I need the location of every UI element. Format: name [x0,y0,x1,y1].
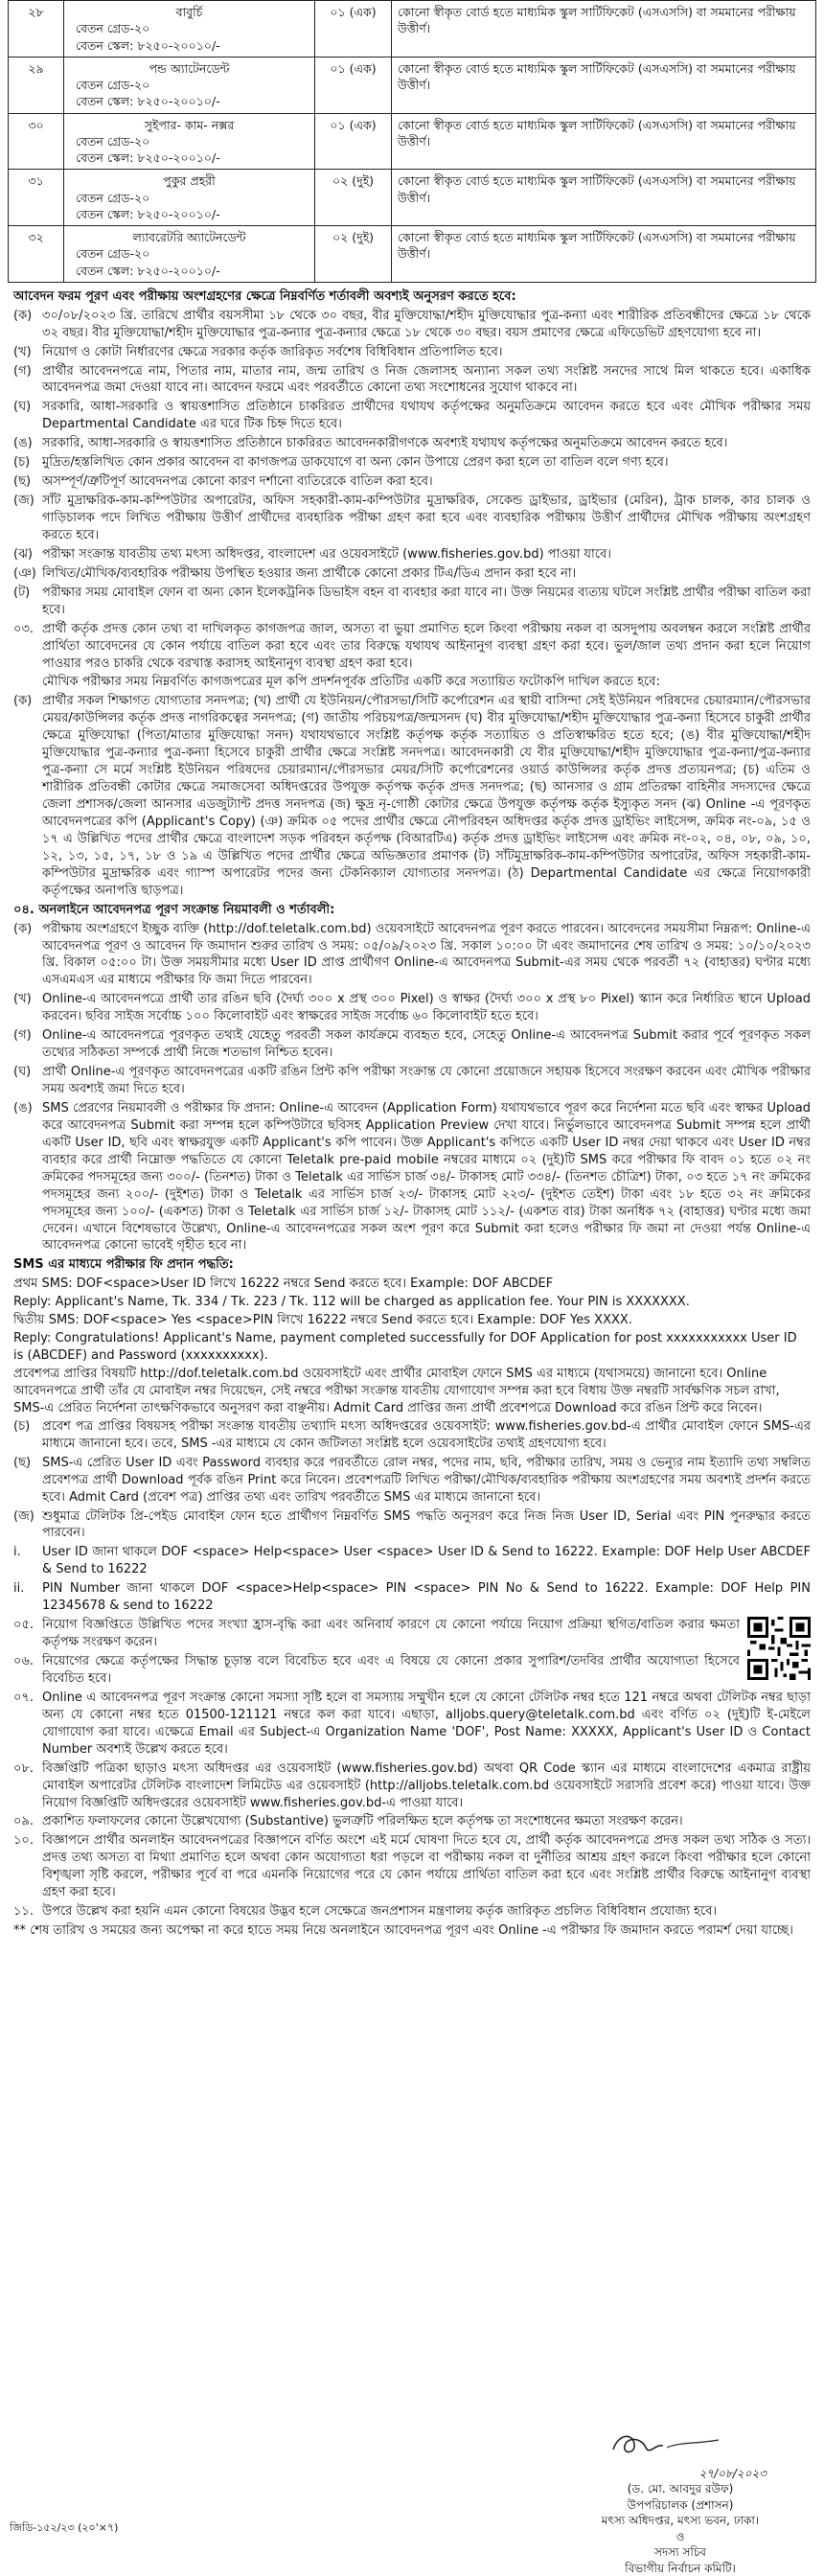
item-marker: ১০. [13,1833,34,1849]
list-item [13,1100,811,1254]
list-item [13,493,811,544]
post-pay-info: বেতন গ্রেড-২০ [76,133,150,149]
signature-mark [575,2425,786,2461]
item-marker: ১১. [13,1904,34,1920]
list-item [13,621,811,673]
sms-lines [13,1276,811,1417]
post-cell [64,170,315,226]
item-text: সরকারি, আধা-সরকারি ও স্বায়ত্তশাসিত প্রতিষ্ঠানে চাকরিরত প্রার্থীদের যথাযথ কর্তৃপক্ষের অনুমতিক্রমে আবেদন করতে হবে এবং মৌখিক পরীক্ষার সময় Departmental Candidate এর ঘরে টিক চিহ্ন দিতে হবে। [42,400,811,432]
list-item [13,1580,811,1615]
item-marker [13,674,42,691]
item-text: পরীক্ষায় অংশগ্রহণে ইচ্ছুক ব্যক্তি (http://dof.teletalk.com.bd) ওয়েবসাইটে আবেদনপত্র পূরণ করতে পারবেন। আবেদনের সময়সীমা নিম্নরূপ: Online-এ আবেদনপত্র পূরণ ও আবেদন ফি জমাদান শুরুর তারিখ ও সময়: ০৫/০৯/২০২৩ খ্রি. সকাল ১০:০০ টা এবং জমাদানের শেষ তারিখ ও সময়: ১০/১০/২০২৩ খ্রি. বিকাল ০৫:০০ টা। উক্ত সময়সীমার মধ্যে User ID প্রাপ্ত প্রার্থীগণ Online-এ আবেদনপত্র Submit-এর সময় থেকে পরবর্তী ৭২ (বাহাত্তর) ঘণ্টার মধ্যে এসএমএস এর মাধ্যমে পরীক্ষার ফি জমা দিতে পারবেন। [42,921,811,988]
item-marker: (খ) [13,344,32,359]
item-text: Online এ আবেদনপত্র পূরণ সংক্রান্ত কোনো সমস্যা সৃষ্টি হলে বা সমস্যায় সম্মুখীন হলে যে কোনো টেলিটক নম্বর হতে 121 নম্বরে অথবা টেলিটক নম্বর ছাড়া অন্য যে কোনো নম্বর হতে 01500-121121 নম্বরে কল করা যাবে। এছাড়া, alljobs.query@teletalk.com.bd এবং বর্ণিত ০২ (দুই)টি ই-মেইলে যোগাযোগ করা যাবে। এক্ষেত্রে Email এর Subject-এ Organization Name 'DOF', Post Name: XXXXX, Applicant's User ID ও Contact Number অবশ্যই উল্লেখ করতে হবে। [42,1690,811,1757]
post-qualification: কোনো স্বীকৃত বোর্ড হতে মাধ্যমিক স্কুল সার্টিফিকেট (এসএসসি) বা সমমানের পরীক্ষায় উত্তীর্ণ। [392,226,816,283]
sms-line: প্রবেশপত্র প্রাপ্তির বিষয়টি http://dof.teletalk.com.bd ওয়েবসাইটে এবং প্রার্থীর মোবাইল ফোনে SMS এর মাধ্যমে (যথাসময়ে) জানানো হবে। Online আবেদনপত্রে প্রার্থী তাঁর যে মোবাইল নম্বর দিয়েছেন, সেই নম্বরে পরীক্ষা সংক্রান্ত যাবতীয় যোগাযোগ সম্পন্ন করা হবে বিধায় উক্ত নম্বরটি সার্বক্ষণিক সচল রাখা, SMS-এ প্রেরিত নির্দেশনা তাৎক্ষণিকভাবে অনুসরণ করা বাঞ্ছনীয়। Admit Card প্রাপ্তির জন্য প্রার্থী প্রবেশপত্রে Download করে রঙিন প্রিন্ট করে নিবেন। [13,1367,780,1415]
post-serial: ৩২ [9,226,64,283]
item-text: PIN Number জানা থাকলে DOF <space>Help<space> PIN <space> PIN No & Send to 16222. Example: DOF Help PIN 12345678 & send to 16222 [42,1581,811,1614]
post-name: সুইপার- কাম- নক্সর [144,117,235,132]
item-text: প্রার্থী Online-এ পূরণকৃত আবেদনপত্রের একটি রঙিন প্রিন্ট কপি পরীক্ষা সংক্রান্ত যে কোনো প্রয়োজনে সহায়ক হিসেবে সংরক্ষণ করবেন এবং মৌখিক পরীক্ষার সময় অবশ্যই জমা দিতে হবে। [42,1065,811,1096]
list-item [13,693,811,899]
post-name: পুকুর প্রহরী [163,173,216,189]
final-section [13,1617,811,1922]
item-text: উপরে উল্লেখ করা হয়নি এমন কোনো বিষয়ের উদ্ভব হলে সেক্ষেত্রে জনপ্রশাসন মন্ত্রণালয় কর্তৃক জারিকৃত প্রচলিত বিধিবিধান প্রযোজ্য হবে। [42,1904,717,1920]
item-marker: (খ) [13,992,32,1007]
post-cell [64,113,315,170]
item-text: পরীক্ষার সময় মোবাইল ফোন বা অন্য কোন ইলেকট্রনিক ডিভাইস বহন বা ব্যবহার করা যাবে না। উক্ত নিয়মের ব্যত্যয় ঘটলে সংশ্লিষ্ট প্রার্থীর পরীক্ষা বাতিল করা হবে। [42,585,811,617]
item-text: নিয়োগের ক্ষেত্রে কর্তৃপক্ষের সিদ্ধান্ত চূড়ান্ত বলে বিবেচিত হবে এবং এ বিষয়ে যে কোনো প্রকার সুপারিশ/তদবির প্রার্থীর অযোগ্যতা হিসেবে বিবেচিত হবে। [42,1654,740,1686]
conditions-list [13,308,811,900]
final-list [13,1617,811,1920]
list-item [13,435,811,452]
post-name: ল্যাবরেটরি অ্যাটেনডেন্ট [132,230,246,244]
item-marker: ০৩. [13,621,34,636]
post-qualification: কোনো স্বীকৃত বোর্ড হতে মাধ্যমিক স্কুল সার্টিফিকেট (এসএসসি) বা সমমানের পরীক্ষায় উত্তীর্ণ। [392,113,816,170]
post-pay-info: বেতন গ্রেড-২০ [76,246,150,262]
deadline-note: ** শেষ তারিখ ও সময়ের জন্য অপেক্ষা না করে হাতে সময় নিয়ে অনলাইনে আবেদনপত্র পূরণ এবং Online -এ পরীক্ষার ফি জমাদান করতে পরামর্শ দেয়া যাচ্ছে। [13,1923,793,1939]
post-cell [64,226,315,283]
post-qualification: কোনো স্বীকৃত বোর্ড হতে মাধ্যমিক স্কুল সার্টিফিকেট (এসএসসি) বা সমমানের পরীক্ষায় উত্তীর্ণ। [392,57,816,113]
table-row [9,113,816,170]
item-marker: (গ) [13,363,32,379]
list-item [13,1418,811,1453]
item-marker: (ক) [13,921,33,936]
item-marker: ০৭. [13,1690,34,1705]
item-marker: (ঘ) [13,1065,32,1080]
list-item [13,1544,811,1578]
item-marker: ০৬. [13,1654,34,1668]
signatory-title: উপপরিচালক (প্রশাসন) [627,2497,734,2512]
list-item [13,473,811,491]
item-text: User ID জানা থাকলে DOF <space> Help<space> User <space> User ID & Send to 16222. Example: DOF Help User ABCDEF & Send to 16222 [42,1545,811,1577]
list-item [13,1903,811,1920]
post-qualification: কোনো স্বীকৃত বোর্ড হতে মাধ্যমিক স্কুল সার্টিফিকেট (এসএসসি) বা সমমানের পরীক্ষায় উত্তীর্ণ। [392,170,816,226]
list-item [13,1455,811,1506]
list-item [13,454,811,472]
list-item [13,1832,811,1901]
qr-code-icon [747,1617,811,1680]
item-text: Online-এ আবেদনপত্রে পূরণকৃত তথ্যই যেহেতু পরবর্তী সকল কার্যক্রমে ব্যবহৃত হবে, সেহেতু Online-এ আবেদনপত্র Submit করার পূর্বে পূরণকৃত সকল তথ্যের সঠিকতা সম্পর্কে প্রার্থী নিজে শতভাগ নিশ্চিত হবেন। [42,1028,811,1061]
item-marker: ০৮. [13,1760,34,1776]
item-text: SMS প্রেরণের নিয়মাবলী ও পরীক্ষার ফি প্রদান: Online-এ আবেদন (Application Form) যথাযথভাবে পূরণ করে নির্দেশনা মতে ছবি এবং স্বাক্ষর Upload করে আবেদনপত্র Submit করা সম্পন্ন হলে কম্পিউটারে ছবিসহ Application Preview দেখা যাবে। নির্ভুলভাবে আবেদনপত্র Submit সম্পন্ন হলে প্রার্থী একটি User ID, ছবি এবং স্বাক্ষরযুক্ত একটি Applicant's কপি পাবেন। উক্ত Applicant's কপিতে একটি User ID নম্বর দেয়া থাকবে এবং User ID নম্বর ব্যবহার করে প্রার্থী নিম্নোক্ত পদ্ধতিতে যে কোনো Teletalk pre-paid mobile নম্বরের মাধ্যমে ০২ (দুই)টি SMS করে পরীক্ষার ফি বাবদ ০১ হতে ০২ নং ক্রমিকের পদসমূহের জন্য ৩০০/- (তিনশত) টাকা ও Teletalk এর সার্ভিস চার্জ ৩৪/- টাকাসহ মোট ৩৩৪/- (তিনশত চৌত্রিশ) টাকা, ০৩ হতে ১৭ নং ক্রমিকের পদসমূহের জন্য ২০০/- (দুইশত) টাকা ও Teletalk এর সার্ভিস চার্জ ২৩/- টাকাসহ মোট ২২৩/- (দুইশত তেইশ) টাকা এবং ১৮ হতে ৩২ নং ক্রমিকের পদসমূহের জন্য ১০০/- (একশত) টাকা ও Teletalk এর সার্ভিস চার্জ ১২/- টাকাসহ মোট ১১২/- (একশত বার) টাকা অনধিক ৭২ (বাহাত্তর) ঘণ্টার মধ্যে জমা দেবেন। এখানে বিশেষভাবে উল্লেখ্য, Online-এ আবেদনপত্রের সকল অংশ পূরণ করে Submit করা হলেও পরীক্ষার ফি জমা না দেওয়া পর্যন্ত Online-এ আবেদনপত্র কোনো ভাবেই গৃহীত হবে না। [42,1100,811,1254]
list-item [13,363,811,398]
post-pay-info: বেতন গ্রেড-২০ [76,190,150,205]
item-text: বিজ্ঞপ্তিটি পত্রিকা ছাড়াও মৎস্য অধিদপ্তর এর ওয়েবসাইট (www.fisheries.gov.bd) অথবা QR Code স্ক্যান এর মাধ্যমে বাংলাদেশের একমাত্র রাষ্ট্রীয় মোবাইল অপারেটর টেলিটক বাংলাদেশ লিমিটেড এর ওয়েবসাইট (http://alljobs.teletalk.com.bd ওয়েবসাইটে সরাসরি প্রবেশ করে) পাওয়া যাবে। উক্ত নিয়োগ বিজ্ঞপ্তিটি অধিদপ্তরের ওয়েবসাইট www.fisheries.gov.bd-এ পাওয়া যাবে। [42,1760,811,1810]
signatory-office: মৎস্য অধিদপ্তর, মৎস্য ভবন, ঢাকা। [601,2514,760,2528]
after-sms-list [13,1418,811,1543]
item-marker: (ছ) [13,474,32,490]
signature-date: ২৭/০৮/২০২৩ [698,2466,767,2480]
item-text: SMS-এ প্রেরিত User ID এবং Password ব্যবহার করে পরবর্তীতে রোল নম্বর, পদের নাম, ছবি, পরীক্ষার তারিখ, সময় ও ভেন্যুর নাম ইত্যাদি তথ্য সম্বলিত প্রবেশপত্র প্রার্থী Download পূর্বক রঙিন Print করে নিবেন। প্রবেশপত্রটি লিখিত পরীক্ষা/মৌখিক/ব্যবহারিক পরীক্ষায় অংশগ্রহণের সময় অবশ্যই প্রদর্শন করতে হবে। Admit Card (প্রবেশ পত্র) প্রাপ্তির তথ্য এবং তারিখ পরবর্তীতে SMS এর মাধ্যমে জানানো হবে। [42,1455,811,1505]
signatory-role-2: বিভাগীয় নির্বাচন কমিটি। [625,2561,736,2575]
post-pay-info: বেতন স্কেল: ৮২৫০-২০০১০/- [76,37,220,53]
item-marker: (ঝ) [13,546,33,562]
post-pay-info: বেতন স্কেল: ৮২৫০-২০০১০/- [76,263,220,278]
list-item [13,1813,811,1830]
list-item [13,1690,811,1759]
post-serial: ২৮ [9,1,64,58]
sms-line: প্রথম SMS: DOF<space>User ID লিখে 16222 নম্বরে Send করতে হবে। Example: DOF ABCDEF [13,1276,554,1292]
item-text: মুদ্রিত/হস্তলিখিত কোন প্রকার আবেদন বা কাগজপত্র ডাকযোগে বা অন্য কোন উপায়ে প্রেরণ করা হলে তা বাতিল বলে গণ্য হবে। [42,455,669,471]
list-item [13,1653,740,1688]
table-row [9,170,816,226]
list-item [13,991,811,1025]
post-pay-info: বেতন গ্রেড-২০ [76,21,150,36]
list-item [13,1617,740,1651]
post-pay-info: বেতন স্কেল: ৮২৫০-২০০১০/- [76,150,220,165]
post-count: ০২ (দুই) [315,226,392,283]
signature-block [575,2425,786,2576]
list-item [13,1508,811,1543]
list-item [13,1760,811,1812]
posts-table [8,0,816,283]
item-text: সরকারি, আধা-সরকারি ও স্বায়ত্তশাসিত প্রতিষ্ঠানে চাকরিরত আবেদনকারীগণকে অবশ্যই যথাযথ কর্তৃপক্ষের অনুমতিক্রমে আবেদন করতে হবে। [42,436,728,451]
list-item [13,546,811,564]
item-marker: (ঘ) [13,400,32,415]
item-marker: (ক) [13,308,33,323]
list-item [13,1064,811,1098]
post-cell [64,57,315,113]
item-marker: (ট) [13,585,31,600]
table-row [9,57,816,113]
sms-line: Reply: Congratulations! Applicant's Name, payment completed successfully for DOF Application for post xxxxxxxxxxx User ID is (ABCDEF) and Password (xxxxxxxxxx). [13,1331,797,1364]
item-marker: (ছ) [13,1455,32,1470]
post-pay-info: বেতন স্কেল: ৮২৫০-২০০১০/- [76,94,220,109]
item-text: শুধুমাত্র টেলিটক প্রি-পেইড মোবাইল ফোন হতে প্রার্থীগণ নিম্নবর্ণিত SMS পদ্ধতি অনুসরণ করে নিজ নিজ User ID, Serial এবং PIN পুনরুদ্ধার করতে পারবেন। [42,1508,811,1541]
list-item [13,308,811,342]
signatory-name: (ড. মো. আবদুর রউফ) [627,2482,734,2496]
sms-line: দ্বিতীয় SMS: DOF<space> Yes <space>PIN লিখে 16222 নম্বরে Send করতে হবে। Example: DOF Yes XXXX. [13,1313,632,1328]
item-marker: (ঞ) [13,565,36,581]
item-marker: (ঙ) [13,1100,33,1116]
item-marker: ii. [13,1581,25,1597]
list-item [13,585,811,619]
item-marker: ০৯. [13,1814,34,1829]
post-name: পন্ড অ্যাটেনডেন্ট [149,60,230,76]
sms-title: SMS এর মাধ্যমে পরীক্ষার ফি প্রদান পদ্ধতি: [13,1257,234,1273]
post-pay-info: বেতন স্কেল: ৮২৫০-২০০১০/- [76,206,220,221]
sms-line: Reply: Applicant's Name, Tk. 334 / Tk. 223 / Tk. 112 will be charged as application fee. Your PIN is XXXXXXX. [13,1295,690,1310]
item-text: প্রার্থী কর্তৃক প্রদত্ত কোন তথ্য বা দাখিলকৃত কাগজপত্র জাল, অসত্য বা ভুয়া প্রমাণিত হলে কিংবা পরীক্ষায় নকল বা অসদুপায় অবলম্বন করলে সংশ্লিষ্ট প্রার্থীর প্রার্থিতা আবেদনের যে কোন পর্যায়ে বাতিল করা হবে এবং তার বিরুদ্ধে যথাযথ আইনানুগ ব্যবস্থা গ্রহণ করা হবে। ভুল/জাল তথ্য প্রদান করা হলে নিয়োগ পাওয়ার পরও চাকরি থেকে বরখাস্ত করাসহ আইনানুগ ব্যবস্থা গ্রহণ করা হবে। [42,621,811,671]
post-count: ০১ (এক) [315,57,392,113]
item-text: মৌখিক পরীক্ষার সময় নিম্নবর্ণিত কাগজপত্রের মূল কপি প্রদর্শনপূর্বক প্রতিটির একটি করে সত্যায়িত ফটোকপি দাখিল করতে হবে: [42,675,660,690]
item-text: সাঁট মুদ্রাক্ষরিক-কাম-কম্পিউটার অপারেটর, অফিস সহকারী-কাম-কম্পিউটার মুদ্রাক্ষরিক, সেকেন্ড ড্রাইভার, ড্রাইভার (মেরিন), ট্রাক চালক, কার চালক ও গাড়িচালক পদে লিখিত পরীক্ষায় উত্তীর্ণ প্রার্থীদের ব্যবহারিক পরীক্ষা গ্রহণ করা হবে এবং ব্যবহারিক পরীক্ষায় উত্তীর্ণ প্রার্থীদের মৌখিক পরীক্ষায় অংশগ্রহণ করতে হবে। [42,494,811,542]
table-row [9,1,816,58]
item-text: প্রার্থীর আবেদনপত্রে নাম, পিতার নাম, মাতার নাম, জন্ম তারিখ ও নিজ জেলাসহ অন্যান্য সকল তথ্য সংশ্লিষ্ট সনদের সাথে মিল থাকতে হবে। একাধিক আবেদনপত্র জমা দেওয়া যাবে না। আবেদন ফরমে এবং পরবর্তীতে কোনো তথ্য সংশোধনের সুযোগ থাকবে না। [42,363,811,396]
item-text: নিয়োগ ও কোটা নির্ধারণের ক্ষেত্রে সরকার কর্তৃক জারিকৃত সর্বশেষ বিধিবিধান প্রতিপালিত হবে। [42,344,503,359]
item-marker: (ঙ) [13,436,33,451]
list-item [13,399,811,433]
item-text: Online-এ আবেদনপত্রে প্রার্থী তার রঙিন ছবি (দৈর্ঘ্য ৩০০ x প্রস্থ ৩০০ Pixel) ও স্বাক্ষর (দৈর্ঘ্য ৩০০ x প্রস্থ ৮০ Pixel) স্ক্যান করে নির্ধারিত স্থানে Upload করবেন। ছবির সাইজ সর্বোচ্চ ১০০ কিলোবাইট এবং স্বাক্ষরের সাইজ সর্বোচ্চ ৬০ কিলোবাইট হতে হবে। [42,992,811,1024]
conditions-section [8,283,816,1940]
item-text: প্রার্থীর সকল শিক্ষাগত যোগ্যতার সনদপত্র; (খ) প্রার্থী যে ইউনিয়ন/পৌরসভা/সিটি কর্পোরেশন এর স্থায়ী বাসিন্দা সেই ইউনিয়ন পরিষদের চেয়ারম্যান/পৌরসভার মেয়র/কাউন্সিলর কর্তৃক প্রদত্ত নাগরিকত্বের সনদপত্র; (গ) জাতীয় পরিচয়পত্র/জন্মসনদ (ঘ) বীর মুক্তিযোদ্ধা/শহীদ মুক্তিযোদ্ধার পুত্র-কন্যা হিসেবে চাকুরী প্রার্থীর ক্ষেত্রে মুক্তিযোদ্ধা (পিতা/মাতার মুক্তিযোদ্ধা সনদ) যথাযথভাবে সংশ্লিষ্ট কর্তৃপক্ষ কর্তৃক সত্যায়িত ও প্রতিস্বাক্ষরিত হতে হবে; (ঙ) বীর মুক্তিযোদ্ধা/শহীদ মুক্তিযোদ্ধার পুত্র-কন্যার পুত্র-কন্যা হিসেবে চাকুরী প্রার্থীর ক্ষেত্রে সংশ্লিষ্ট সনদপত্র। আবেদনকারী যে বীর মুক্তিযোদ্ধা/শহীদ মুক্তিযোদ্ধার পুত্র-কন্যা/পুত্র-কন্যার পুত্র-কন্যা সে মর্মে সংশ্লিষ্ট ইউনিয়ন পরিষদের চেয়ারম্যান/পৌরসভার মেয়র/সিটি কর্পোরেশনের ওয়ার্ড কাউন্সিলর কর্তৃক প্রদত্ত প্রত্যয়নপত্র; (চ) এতিম ও শারীরিক প্রতিবন্ধী কোটার ক্ষেত্রে সমাজসেবা অধিদপ্তরের উপযুক্ত কর্তৃপক্ষ কর্তৃক প্রদত্ত সনদপত্র; (ছ) আনসার ও গ্রাম প্রতিরক্ষা বাহিনীর সদস্যদের ক্ষেত্রে জেলা প্রশাসক/জেলা আনসার এডজুট্যান্ট প্রদত্ত সনদপত্র (জ) ক্ষুদ্র নৃ-গোষ্ঠী কোটার ক্ষেত্রে উপযুক্ত কর্তৃপক্ষ কর্তৃক ইস্যুকৃত সনদ (ঝ) Online -এ পূরণকৃত আবেদনপত্রের কপি (Applicant's Copy) (ঞ) ক্রমিক ০৫ পদের প্রার্থীর ক্ষেত্রে নৌপরিবহন অধিদপ্তর কর্তৃক প্রদত্ত ড্রাইভিং লাইসেন্স, ক্রমিক নং-০৯, ১৫ ও ১৭ এ উল্লিখিত পদের প্রার্থীর ক্ষেত্রে বাংলাদেশ সড়ক পরিবহন কর্তৃপক্ষ (বিআরটিএ) কর্তৃক প্রদত্ত ড্রাইভিং লাইসেন্স এবং ক্রমিক নং-০২, ০৪, ০৮, ০৯, ১০, ১২, ১৩, ১৫, ১৭, ১৮ ও ১৯ এ উল্লিখিত পদের প্রার্থীর ক্ষেত্রে অভিজ্ঞতার প্রমাণক (ট) সাঁটমুদ্রাক্ষরিক-কাম-কম্পিউটার অপারেটর, অফিস সহকারী-কাম-কম্পিউটার মুদ্রাক্ষরিক এবং গ্যাস্প অপারেটর পদের জন্য টেকনিক্যাল যোগ্যতার সনদপত্র। (ঠ) Departmental Candidate এর ক্ষেত্রে নিয়োগকারী কর্তৃপক্ষের অনাপত্তি ছাড়পত্র। [42,694,811,898]
item-text: প্রকাশিত ফলাফলের কোনো উল্লেখযোগ্য (Substantive) ভুলত্রুটি পরিলক্ষিত হলে কর্তৃপক্ষ তা সংশোধনের ক্ষমতা সংরক্ষণ করেন। [42,1814,683,1829]
footer-code: জিডি-১৫২/২৩ (২০'×৭) [10,2521,119,2534]
post-serial: ২৯ [9,57,64,113]
item-marker: (চ) [13,1418,31,1434]
online-list [13,921,811,1255]
item-text: নিয়োগ বিজ্ঞপ্তিতে উল্লিখিত পদের সংখ্যা হ্রাস-বৃদ্ধি করা এবং অনিবার্য কারণে যে কোনো পর্যায়ে নিয়োগ প্রক্রিয়া স্থগিত/বাতিল করার ক্ষমতা কর্তৃপক্ষ সংরক্ষণ করেন। [42,1618,740,1650]
list-item [13,921,811,990]
post-cell [64,1,315,58]
item-text: অসম্পূর্ণ/ত্রুটিপূর্ণ আবেদনপত্র কোনো কারণ দর্শানো ব্যতিরেকে বাতিল করা হবে। [42,474,433,490]
table-row [9,226,816,283]
post-count: ০১ (এক) [315,1,392,58]
item-text: বিজ্ঞাপনে প্রার্থীর অনলাইন আবেদনপত্রের বিজ্ঞাপনে বর্ণিত অংশে এই মর্মে ঘোষণা দিতে হবে যে, প্রার্থী কর্তৃক আবেদনপত্রে প্রদত্ত সকল তথ্য সঠিক ও সত্য। প্রদত্ত তথ্য অসত্য বা মিথ্যা প্রমাণিত হলে অথবা কোন অযোগ্যতা ধরা পড়লে বা পরীক্ষায় নকল বা দুর্নীতির আশ্রয় গ্রহণ করলে কিংবা পরীক্ষার হলে কোনো বিশৃঙ্খলা সৃষ্টি করলে, পরীক্ষার পূর্বে বা পরে এমনকি নিয়োগের পরে যে কোন পর্যায়ে প্রার্থিতা বাতিল করা হবে এবং সংশ্লিষ্ট প্রার্থীর বিরুদ্ধে আইনানুগ ব্যবস্থা গ্রহণ করা হবে। [42,1833,811,1900]
item-text: পরীক্ষা সংক্রান্ত যাবতীয় তথ্য মৎস্য অধিদপ্তর, বাংলাদেশ এর ওয়েবসাইটে (www.fisheries.gov.bd) পাওয়া যাবে। [42,546,611,562]
signatory-and: ও [675,2529,685,2543]
item-text: ৩০/০৮/২০২৩ খ্রি. তারিখে প্রার্থীর বয়সসীমা ১৮ থেকে ৩০ বছর, বীর মুক্তিযোদ্ধা/শহীদ মুক্তিযোদ্ধার পুত্র-কন্যা এবং শারীরিক প্রতিবন্ধীদের ক্ষেত্রে ১৮ থেকে ৩২ বছর। বীর মুক্তিযোদ্ধা/শহীদ মুক্তিযোদ্ধার পুত্র-কন্যার পুত্র-কন্যার ক্ষেত্রে ১৮ থেকে ৩০ বছর। বয়স প্রমাণের ক্ষেত্রে এফিডেভিট গ্রহণযোগ্য হবে না। [42,308,811,340]
item-marker: (ক) [13,694,33,709]
post-qualification: কোনো স্বীকৃত বোর্ড হতে মাধ্যমিক স্কুল সার্টিফিকেট (এসএসসি) বা সমমানের পরীক্ষায় উত্তীর্ণ। [392,1,816,58]
post-name: বাবুর্চি [175,5,203,19]
list-item [13,344,811,361]
item-marker: i. [13,1545,21,1560]
recovery-list [13,1544,811,1615]
post-count: ০১ (এক) [315,113,392,170]
post-count: ০২ (দুই) [315,170,392,226]
item-marker: (চ) [13,455,31,471]
item-marker: (জ) [13,1508,34,1524]
item-text: লিখিত/মৌখিক/ব্যবহারিক পরীক্ষায় উপস্থিত হওয়ার জন্য প্রার্থীকে কোনো প্রকার টিএ/ডিএ প্রদান করা হবে না। [42,565,577,581]
list-item [13,674,811,691]
item-marker: ০৫. [13,1618,34,1633]
online-title: ০৪. অনলাইনে আবেদনপত্র পূরণ সংক্রান্ত নিয়মাবলী ও শর্তাবলী: [13,902,335,917]
item-marker: (জ) [13,494,34,509]
conditions-title: আবেদন ফরম পূরণ এবং পরীক্ষায় অংশগ্রহণের ক্ষেত্রে নিম্নবর্ণিত শর্তাবলী অবশ্যই অনুসরণ করতে হবে: [13,288,516,304]
post-serial: ৩০ [9,113,64,170]
list-item [13,1027,811,1062]
post-serial: ৩১ [9,170,64,226]
item-text: প্রবেশ পত্র প্রাপ্তির বিষয়সহ পরীক্ষা সংক্রান্ত যাবতীয় তথ্যাদি মৎস্য অধিদপ্তরের ওয়েবসাইট: www.fisheries.gov.bd-এ প্রার্থীর মোবাইল ফোনে SMS-এর মাধ্যমে জানানো হবে। তবে, SMS -এর মাধ্যমে যে কোন জটিলতা সংশ্লিষ্ট হলে ওয়েবসাইটের তথ্যই গ্রহণযোগ্য হবে। [42,1418,811,1451]
signatory-role-1: সদস্য সচিব [654,2545,706,2560]
item-marker: (গ) [13,1028,32,1044]
list-item [13,565,811,583]
post-pay-info: বেতন গ্রেড-২০ [76,78,150,92]
